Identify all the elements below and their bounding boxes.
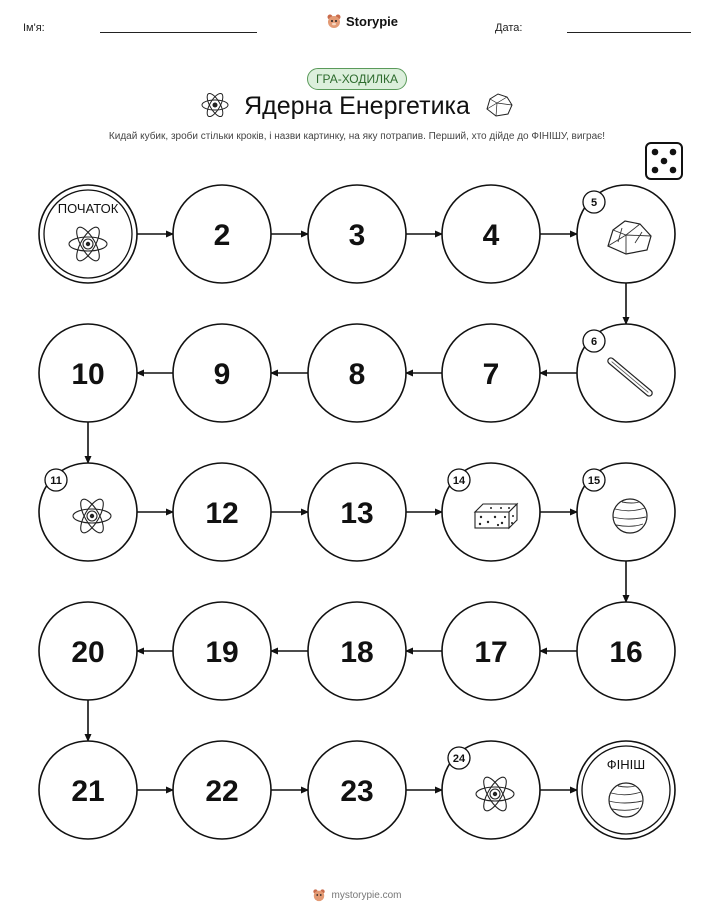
board-cell [173,602,271,700]
dice-icon [646,143,682,179]
board-cell [308,185,406,283]
cell-number: 2 [213,219,231,252]
instructions: Кидай кубик, зроби стільки кроків, і назви картинку, на яку потрапив. Перший, хто дійде до ФІНІШУ, виграє! [108,131,606,142]
cell-number: 22 [205,775,239,808]
board-cell [173,324,271,422]
game-tag: ГРА-ХОДИЛКА [307,68,407,90]
board-cell [577,324,675,422]
board-cell [577,463,675,561]
board-cell [173,463,271,561]
board-cell [308,741,406,839]
board-cell [308,602,406,700]
cell-number: 13 [340,497,374,530]
cell-number: 12 [205,497,239,530]
board-cell [442,185,540,283]
cell-number: 4 [482,219,500,252]
board-cell [308,463,406,561]
board-cell [442,741,540,839]
board-cell [39,324,137,422]
start-label: ПОЧАТОК [57,201,119,216]
board-cells [39,185,675,839]
cell-badge-number: 5 [590,197,598,209]
board-cell [577,602,675,700]
cell-badge-number: 14 [452,475,466,487]
board-cell [173,741,271,839]
cell-number: 18 [340,636,374,669]
finish-cell [577,741,675,839]
start-cell [39,185,137,283]
cell-number: 8 [348,358,366,391]
footer-url: mystorypie.com [331,889,402,901]
cell-badge-number: 11 [50,475,62,487]
name-label: Ім'я: [23,22,45,34]
sponge-icon [475,504,517,528]
cell-number: 3 [348,219,366,252]
board-cell [442,602,540,700]
title-text: Ядерна Енергетика [244,92,470,120]
board-cell [39,741,137,839]
board-cell [39,463,137,561]
cell-badge-number: 24 [452,753,466,765]
footer [0,888,714,902]
board-cell [39,602,137,700]
cell-number: 17 [474,636,508,669]
storypie-bear-icon [312,888,326,902]
cell-number: 21 [71,775,105,808]
board-cell [442,324,540,422]
finish-label: ФІНІШ [606,757,646,772]
board-cell [308,324,406,422]
planet-icon [609,783,643,817]
cell-number: 20 [71,636,105,669]
cell-number: 9 [213,358,231,391]
date-label: Дата: [495,22,523,34]
brand-name: Storypie [346,13,399,29]
board-cell [577,185,675,283]
planet-icon [613,499,647,533]
cell-badge-number: 6 [590,336,598,348]
cell-number: 10 [71,358,105,391]
cell-number: 23 [340,775,374,808]
cell-number: 19 [205,636,239,669]
board-cell [442,463,540,561]
board-cell [173,185,271,283]
cell-badge-number: 15 [587,475,601,487]
cell-number: 7 [482,358,500,391]
cell-number: 16 [609,636,643,669]
